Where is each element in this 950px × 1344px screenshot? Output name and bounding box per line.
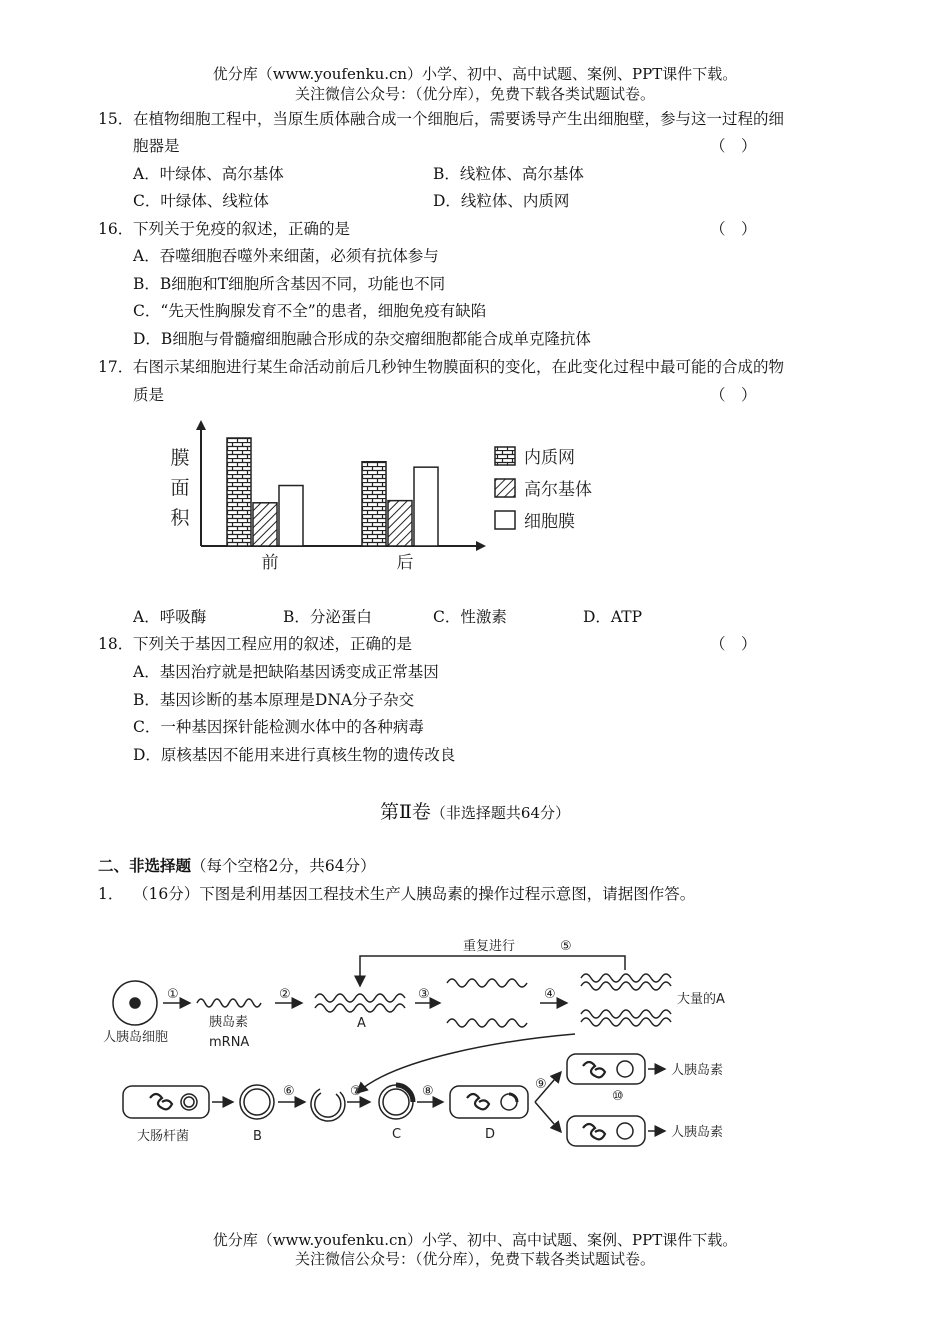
human-islet-cell-label: 人胰岛细胞: [103, 1030, 169, 1045]
single-strand-icon: [447, 1019, 527, 1027]
membrane-area-chart: [150, 418, 630, 600]
step-3: ③: [418, 987, 430, 1002]
cell-nucleus-icon: [130, 998, 140, 1008]
legend-swatch-er: [495, 447, 515, 465]
section-2-heading-bold: 二、非选择题: [98, 856, 192, 875]
single-strand-icon: [447, 979, 527, 987]
ecoli-icon: [123, 1086, 209, 1118]
step-1: ①: [167, 987, 179, 1002]
q1-text: （16分）下图是利用基因工程技术生产人胰岛素的操作过程示意图，请据图作答。: [133, 885, 696, 903]
q16-option-d: D．B细胞与骨髓瘤细胞融合形成的杂交瘤细胞都能合成单克隆抗体: [133, 330, 591, 348]
bacterium-upper-chromosome-icon: [583, 1062, 605, 1077]
plasmid-b-inner-icon: [244, 1089, 270, 1115]
step-5: ⑤: [560, 939, 572, 954]
inserted-gene-icon: [396, 1085, 413, 1102]
step-10: ⑩: [612, 1089, 624, 1104]
footer-line-1: 优分库（www.youfenku.cn）小学、初中、高中试题、案例、PPT课件下载。: [212, 1231, 738, 1249]
ecoli-label: 大肠杆菌: [137, 1129, 190, 1144]
insulin-production-diagram: [95, 928, 755, 1150]
q15-answer-paren: （ ）: [710, 137, 757, 155]
mrna-label-line2: mRNA: [209, 1035, 250, 1050]
insulin-label-lower: 人胰岛素: [671, 1125, 724, 1140]
x-tick-label: 前: [261, 553, 279, 573]
mrna-strand-icon: [197, 999, 261, 1007]
q18-answer-paren: （ ）: [710, 635, 757, 653]
legend-label-membrane: 细胞膜: [524, 512, 575, 532]
engineered-plasmid-gene-icon: [509, 1094, 517, 1102]
q15-option-a: A．叶绿体、高尔基体: [133, 165, 284, 183]
q17-option-c: C．性激素: [433, 608, 507, 626]
q17-answer-paren: （ ）: [710, 386, 757, 404]
q17-number: 17．: [98, 358, 134, 376]
legend-swatch-golgi: [495, 479, 515, 497]
q1-number: 1．: [98, 885, 124, 903]
q16-option-c: C．“先天性胸腺发育不全”的患者，细胞免疫有缺陷: [133, 302, 487, 320]
section-2-subtitle: （非选择题共64分）: [430, 804, 570, 822]
header-line-1: 优分库（www.youfenku.cn）小学、初中、高中试题、案例、PPT课件下载。: [212, 65, 738, 83]
bacterium-lower-plasmid-icon: [617, 1123, 633, 1139]
label-d: D: [485, 1127, 496, 1142]
recombinant-plasmid-c-inner-icon: [383, 1089, 409, 1115]
ecoli-plasmid-inner-icon: [184, 1097, 194, 1107]
bar-membrane-before: [279, 486, 303, 546]
q15-line1: 在植物细胞工程中，当原生质体融合成一个细胞后，需要诱导产生出细胞壁，参与这一过程的细: [133, 110, 785, 128]
step-4: ④: [544, 987, 556, 1002]
dna-a-icon: [315, 994, 405, 1012]
label-b: B: [253, 1129, 262, 1144]
q15-line2: 胞器是: [133, 137, 180, 155]
bar-membrane-after: [414, 467, 438, 546]
q18-stem: 下列关于基因工程应用的叙述，正确的是: [133, 635, 413, 653]
y-axis-label: 膜面积: [170, 447, 190, 529]
plasmid-b-icon: [240, 1085, 274, 1119]
bar-er-before: [227, 438, 251, 546]
step-9: ⑨: [535, 1077, 547, 1092]
q16-option-a: A．吞噬细胞吞噬外来细菌，必须有抗体参与: [133, 247, 439, 265]
legend-label-er: 内质网: [524, 448, 575, 468]
label-c: C: [392, 1127, 402, 1142]
section-2-title: [0, 800, 950, 825]
bar-er-after: [362, 462, 386, 546]
bar-golgi-after: [388, 501, 412, 546]
q17-option-d: D．ATP: [583, 608, 643, 626]
label-a: A: [357, 1016, 366, 1031]
header-line-2: 关注微信公众号：（优分库），免费下载各类试题试卷。: [294, 85, 655, 103]
section-2-heading: [98, 856, 376, 876]
bacterium-upper-plasmid-icon: [617, 1061, 633, 1077]
section-2-heading-rest: （每个空格2分，共64分）: [191, 857, 376, 875]
large-amount-a-label: 大量的A: [677, 992, 725, 1007]
q17-line1: 右图示某细胞进行某生命活动前后几秒钟生物膜面积的变化，在此变化过程中最可能的合成的物: [133, 358, 785, 376]
step-8: ⑧: [422, 1084, 434, 1099]
step-2: ②: [279, 987, 291, 1002]
amplified-dna-icon: [581, 974, 671, 990]
q18-option-d: D．原核基因不能用来进行真核生物的遗传改良: [133, 746, 456, 764]
q16-stem: 下列关于免疫的叙述，正确的是: [133, 220, 351, 238]
cut-plasmid-icon: [311, 1089, 345, 1121]
cut-plasmid-inner-icon: [315, 1093, 341, 1117]
q15-number: 15．: [98, 110, 134, 128]
q16-option-b: B．B细胞和T细胞所含基因不同，功能也不同: [133, 275, 446, 293]
section-2-title-main: 第Ⅱ卷: [379, 801, 431, 823]
q15-option-c: C．叶绿体、线粒体: [133, 192, 269, 210]
step-7: ⑦: [350, 1084, 362, 1099]
step-6: ⑥: [283, 1084, 295, 1099]
q15-option-d: D．线粒体、内质网: [433, 192, 570, 210]
q18-option-a: A．基因治疗就是把缺陷基因诱变成正常基因: [133, 663, 439, 681]
repeat-label: 重复进行: [463, 939, 516, 954]
amplified-dna-icon: [581, 1010, 671, 1026]
insulin-label-upper: 人胰岛素: [671, 1063, 724, 1078]
q18-number: 18．: [98, 635, 134, 653]
legend-swatch-membrane: [495, 511, 515, 529]
q17-option-b: B．分泌蛋白: [283, 608, 372, 626]
x-tick-label: 后: [396, 553, 414, 573]
q17-line2: 质是: [133, 386, 165, 404]
q16-number: 16．: [98, 220, 134, 238]
q16-answer-paren: （ ）: [710, 220, 757, 238]
bar-golgi-before: [253, 503, 277, 546]
engineered-chromosome-icon: [467, 1094, 489, 1109]
mrna-label-line1: 胰岛素: [209, 1015, 249, 1030]
ecoli-chromosome-icon: [150, 1094, 172, 1109]
legend-label-golgi: 高尔基体: [524, 480, 592, 500]
q17-option-a: A．呼吸酶: [133, 608, 207, 626]
q18-option-c: C．一种基因探针能检测水体中的各种病毒: [133, 718, 424, 736]
q15-option-b: B．线粒体、高尔基体: [433, 165, 584, 183]
q18-option-b: B．基因诊断的基本原理是DNA分子杂交: [133, 691, 415, 709]
bacterium-lower-chromosome-icon: [583, 1124, 605, 1139]
footer-line-2: 关注微信公众号：（优分库），免费下载各类试题试卷。: [294, 1250, 655, 1268]
chart-legend: [495, 447, 592, 532]
